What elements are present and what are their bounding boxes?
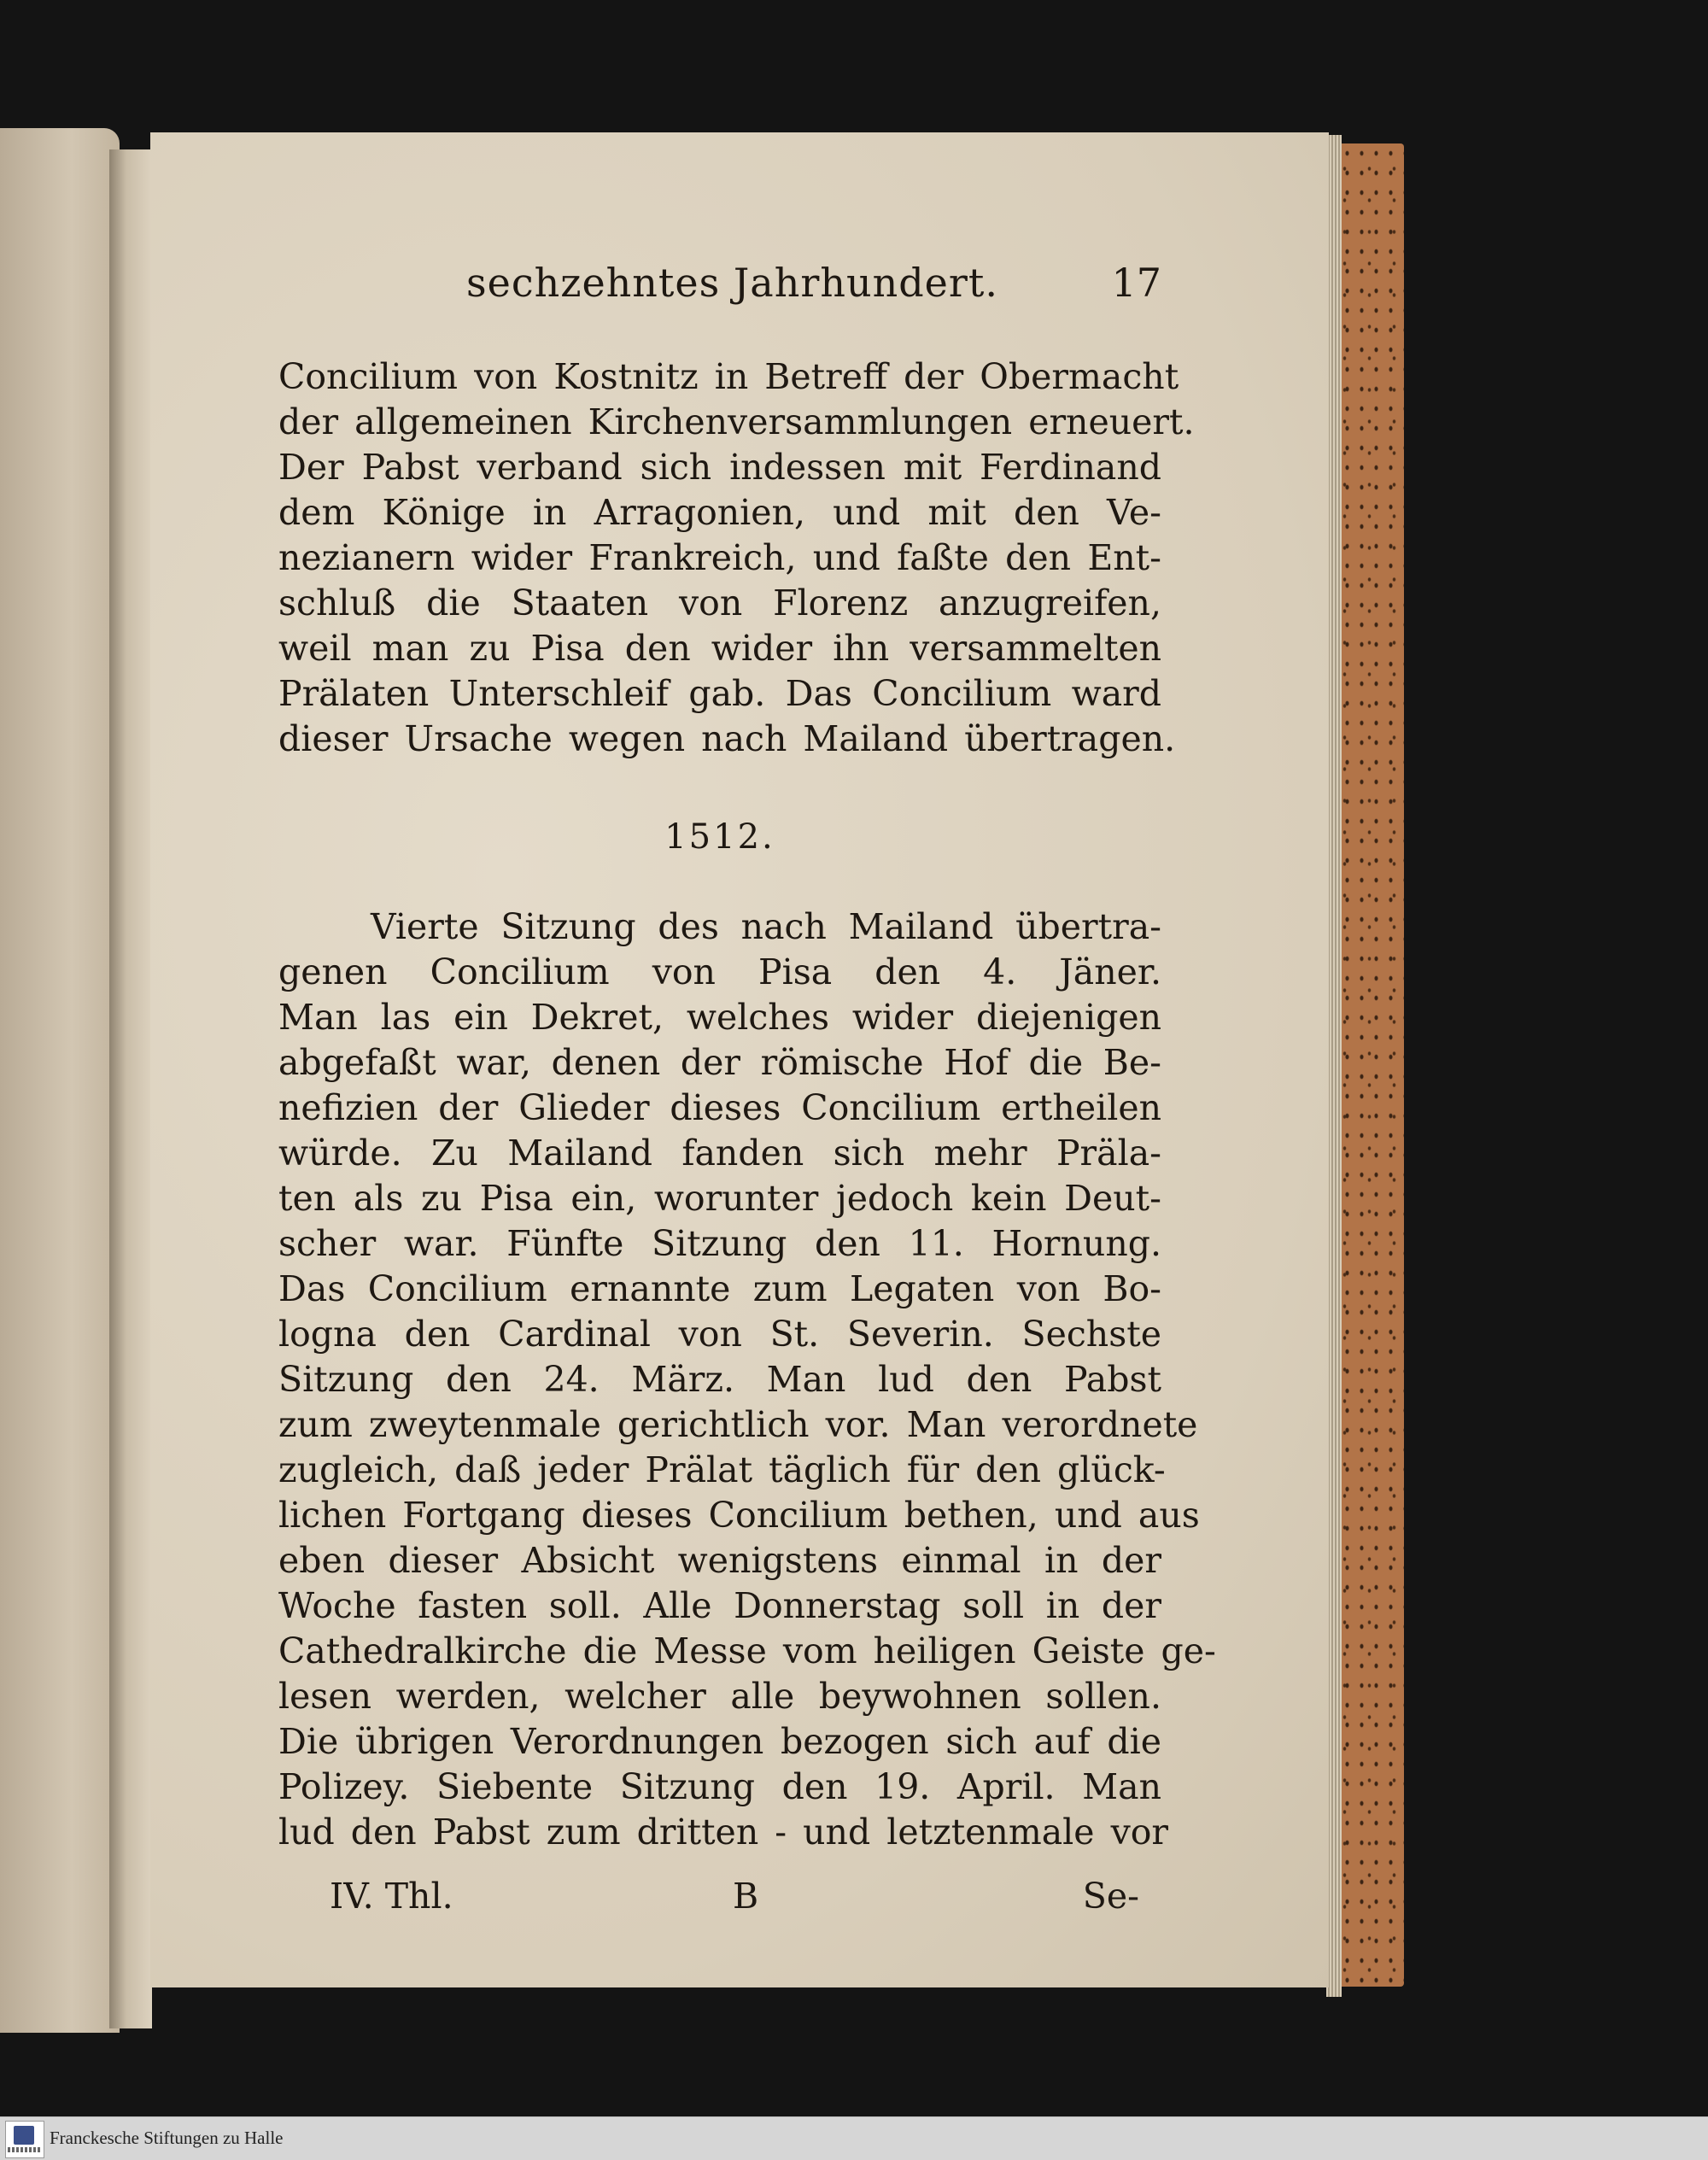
text-line: weil man zu Pisa den wider ihn versammelten	[278, 628, 1161, 669]
text-line: Concilium von Kostnitz in Betreff der Obermacht	[278, 356, 1179, 397]
signature-mark: B	[733, 1876, 759, 1917]
running-head	[278, 256, 1161, 316]
text-line: abgefaßt war, denen der römische Hof die Be-	[278, 1042, 1161, 1083]
text-line: Das Concilium ernannte zum Legaten von Bo-	[278, 1268, 1161, 1309]
credit-bar	[0, 2116, 1708, 2160]
text-line: scher war. Fünfte Sitzung den 11. Hornung.	[278, 1223, 1161, 1264]
text-line: genen Concilium von Pisa den 4. Jäner.	[278, 951, 1161, 992]
page-number: 17	[1111, 260, 1161, 306]
running-title: sechzehntes Jahrhundert.	[466, 260, 998, 306]
text-line: Der Pabst verband sich indessen mit Ferdinand	[278, 447, 1161, 488]
body-text	[278, 354, 1216, 1855]
text-line: Woche fasten soll. Alle Donnerstag soll in der	[278, 1585, 1161, 1626]
year-heading: 1512.	[664, 817, 775, 857]
text-line: würde. Zu Mailand fanden sich mehr Präla-	[278, 1133, 1161, 1174]
text-line: Vierte Sitzung des nach Mailand übertra-	[371, 906, 1161, 947]
text-line: eben dieser Absicht wenigstens einmal in der	[278, 1540, 1161, 1581]
book-gutter	[109, 149, 152, 2028]
text-line: der allgemeinen Kirchenversammlungen erneuert.	[278, 401, 1195, 442]
text-line: zum zweytenmale gerichtlich vor. Man verordnete	[278, 1404, 1198, 1445]
text-line: ten als zu Pisa ein, worunter jedoch kein Deut-	[278, 1178, 1161, 1219]
text-line: lesen werden, welcher alle beywohnen sollen.	[278, 1676, 1161, 1717]
text-line: Man las ein Dekret, welches wider diejenigen	[278, 997, 1161, 1038]
text-line: nefizien der Glieder dieses Concilium ertheilen	[278, 1087, 1161, 1128]
volume-marker: IV. Thl.	[330, 1876, 453, 1917]
credit-text: Franckesche Stiftungen zu Halle	[50, 2128, 284, 2148]
text-line: dem Könige in Arragonien, und mit den Ve-	[278, 492, 1161, 533]
catchword: Se-	[1082, 1876, 1139, 1917]
text-line: nezianern wider Frankreich, und faßte den Ent-	[278, 537, 1161, 578]
text-line: schluß die Staaten von Florenz anzugreifen,	[278, 582, 1161, 623]
text-line: Prälaten Unterschleif gab. Das Concilium ward	[278, 673, 1161, 714]
text-line: logna den Cardinal von St. Severin. Sechste	[278, 1314, 1161, 1355]
text-line: Die übrigen Verordnungen bezogen sich auf die	[278, 1721, 1161, 1762]
paragraph-1512	[278, 904, 1216, 1855]
text-line: Cathedralkirche die Messe vom heiligen Geiste ge-	[278, 1630, 1216, 1671]
text-line: zugleich, daß jeder Prälat täglich für den glück-	[278, 1449, 1166, 1490]
page-footer	[278, 1876, 1161, 1927]
left-page-edge	[0, 128, 120, 2033]
text-line: dieser Ursache wegen nach Mailand übertragen.	[278, 718, 1176, 759]
institution-logo-icon	[5, 2121, 44, 2158]
text-line: lud den Pabst zum dritten - und letztenmale vor	[278, 1812, 1169, 1853]
text-line: Sitzung den 24. März. Man lud den Pabst	[278, 1359, 1161, 1400]
text-line: Polizey. Siebente Sitzung den 19. April. Man	[278, 1766, 1161, 1807]
text-line: lichen Fortgang dieses Concilium bethen, und aus	[278, 1495, 1200, 1536]
paragraph-continued	[278, 354, 1195, 762]
